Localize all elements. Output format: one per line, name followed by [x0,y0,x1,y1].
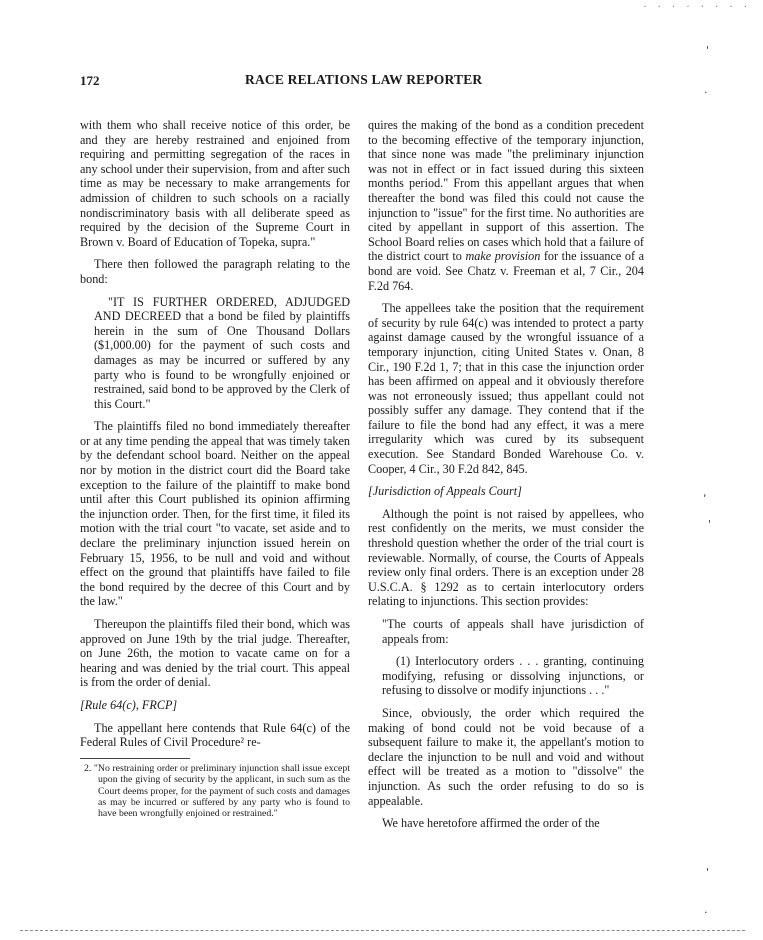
footnote-divider [80,758,190,759]
right-paragraph-3: Although the point is not raised by appellees, who rest confidently on the merits, we must consider the threshold question whether the order of the trial court is reviewable. Normally, of course, the Courts of Appeals review only final orders. There is an exception under 28 U.S.C.A. § 1292 as to certain interlocutory orders relating to injunctions. This section provides: [368,506,644,609]
right-paragraph-1-start: quires the making of the bond as a condition precedent to the becoming effective of the temporary injunction, that since none was made "the preliminary injunction was not in effect or in fact issued during this sixteen months period." From this appellant argues that when thereafter the bond was filed this could not cause the injunction to "issue" for the first time. No authorities are cited by appellant in support of this assertion. The School Board relies on cases which hold that a failure of the district court to [368,118,644,264]
right-paragraph-5: We have heretofore affirmed the order of the [382,816,600,831]
margin-mark: ' [706,44,710,57]
right-paragraph-1-end: for the issuance of a bond are void. See Chatz v. Freeman et al, 7 Cir., 204 F.2d 764. [368,249,644,293]
footnote-2: 2. "No restraining order or preliminary injunction shall issue except upon the giving of security by the applicant, in such sum as the Court deems proper, for the payment of such costs and damages as may be incurred or suffered by any party who is found to have been wrongfully enjoined or restrained." [84,762,350,820]
page-number: 172 [80,73,100,88]
margin-mark: · [704,86,708,99]
rule-64c-heading: [Rule 64(c), FRCP] [80,697,178,712]
left-column [80,118,350,828]
right-paragraph-2: The appellees take the position that the requirement of security by rule 64(c) was intended to protect a party against damage caused by the wrongful issuance of a temporary injunction, citing United States v. Onan, 8 Cir., 190 F.2d 1, 7; that in this case the injunction order has been affirmed on appeal and it obviously therefore was not erroneously issued; thus appellant could not possibly suffer any damage. They contend that if the failure to file the bond had any effect, it was a mere irregularity which was cured by its subsequent execution. See Standard Bonded Warehouse Co. v. Cooper, 4 Cir., 30 F.2d 842, 845. [368,301,644,476]
left-paragraph-4: Thereupon the plaintiffs filed their bond, which was approved on June 19th by the trial judge. Thereafter, on June 26th, the motion to vacate came on for a hearing and was denied by the trial court. This appeal is from the order of denial. [80,617,350,690]
right-column [368,118,644,839]
margin-mark: ' [706,866,710,879]
make-provision-italic: make provision [465,249,541,264]
left-paragraph-1: with them who shall receive notice of this order, be and they are hereby restrained and enjoined from requiring and permitting segregation of the races in any school under their supervision, from and after such time as may be necessary to make arrangements for admission of children to such schools on a racially nondiscriminatory basis with all deliberate speed as required by the decision of the Supreme Court in Brown v. Board of Education of Topeka, supra." [80,118,350,249]
margin-mark: ' [708,518,712,531]
scan-artifact-dots: · · · · · · · · [643,2,751,13]
bond-order-quote: "IT IS FURTHER ORDERED, ADJUDGED AND DECREED that a bond be filed by plaintiffs herein in the sum of One Thousand Dollars ($1,000.00) for the payment of such costs and damages as may be incurred or suffered by any party who is found to be wrongfully enjoined or restrained, said bond to be approved by the Clerk of this Court." [94,294,350,411]
jurisdiction-heading: [Jurisdiction of Appeals Court] [368,484,522,499]
left-paragraph-2: There then followed the paragraph relating to the bond: [80,257,350,286]
left-paragraph-3: The plaintiffs filed no bond immediately thereafter or at any time pending the appeal that was timely taken by the defendant school board. Neither on the appeal nor by motion in the district court did the Board take exception to the failure of the plaintiff to make bond until after this Court published its opinion affirming the injunction order. Then, for the first time, it filed its motion with the trial court "to vacate, set aside and to declare the preliminary injunction issued herein on February 15, 1956, to be null and void and without effect on the ground that plaintiffs have failed to file the bond required by the decree of this Court and by the law." [80,419,350,609]
margin-mark: · [704,906,708,919]
page-bottom-edge [20,930,745,931]
statute-quote-item-1: (1) Interlocutory orders . . . granting, continuing modifying, refusing or dissolving injunctions, or refusing to dissolve or modify injunctions . . ." [382,654,644,698]
margin-mark: , [703,486,707,499]
left-paragraph-5: The appellant here contends that Rule 64(c) of the Federal Rules of Civil Procedure² re- [80,720,350,750]
right-paragraph-4: Since, obviously, the order which required the making of bond could not be void because of a subsequent failure to make it, the appellant's motion to declare the injunction to be null and void and without effect will be treated as a motion to "dissolve" the injunction. As such the order refusing to do so is appealable. [368,705,644,808]
running-head: RACE RELATIONS LAW REPORTER [245,72,483,87]
right-paragraph-1 [368,118,644,293]
statute-quote-intro: "The courts of appeals shall have jurisdiction of appeals from: [382,617,644,646]
